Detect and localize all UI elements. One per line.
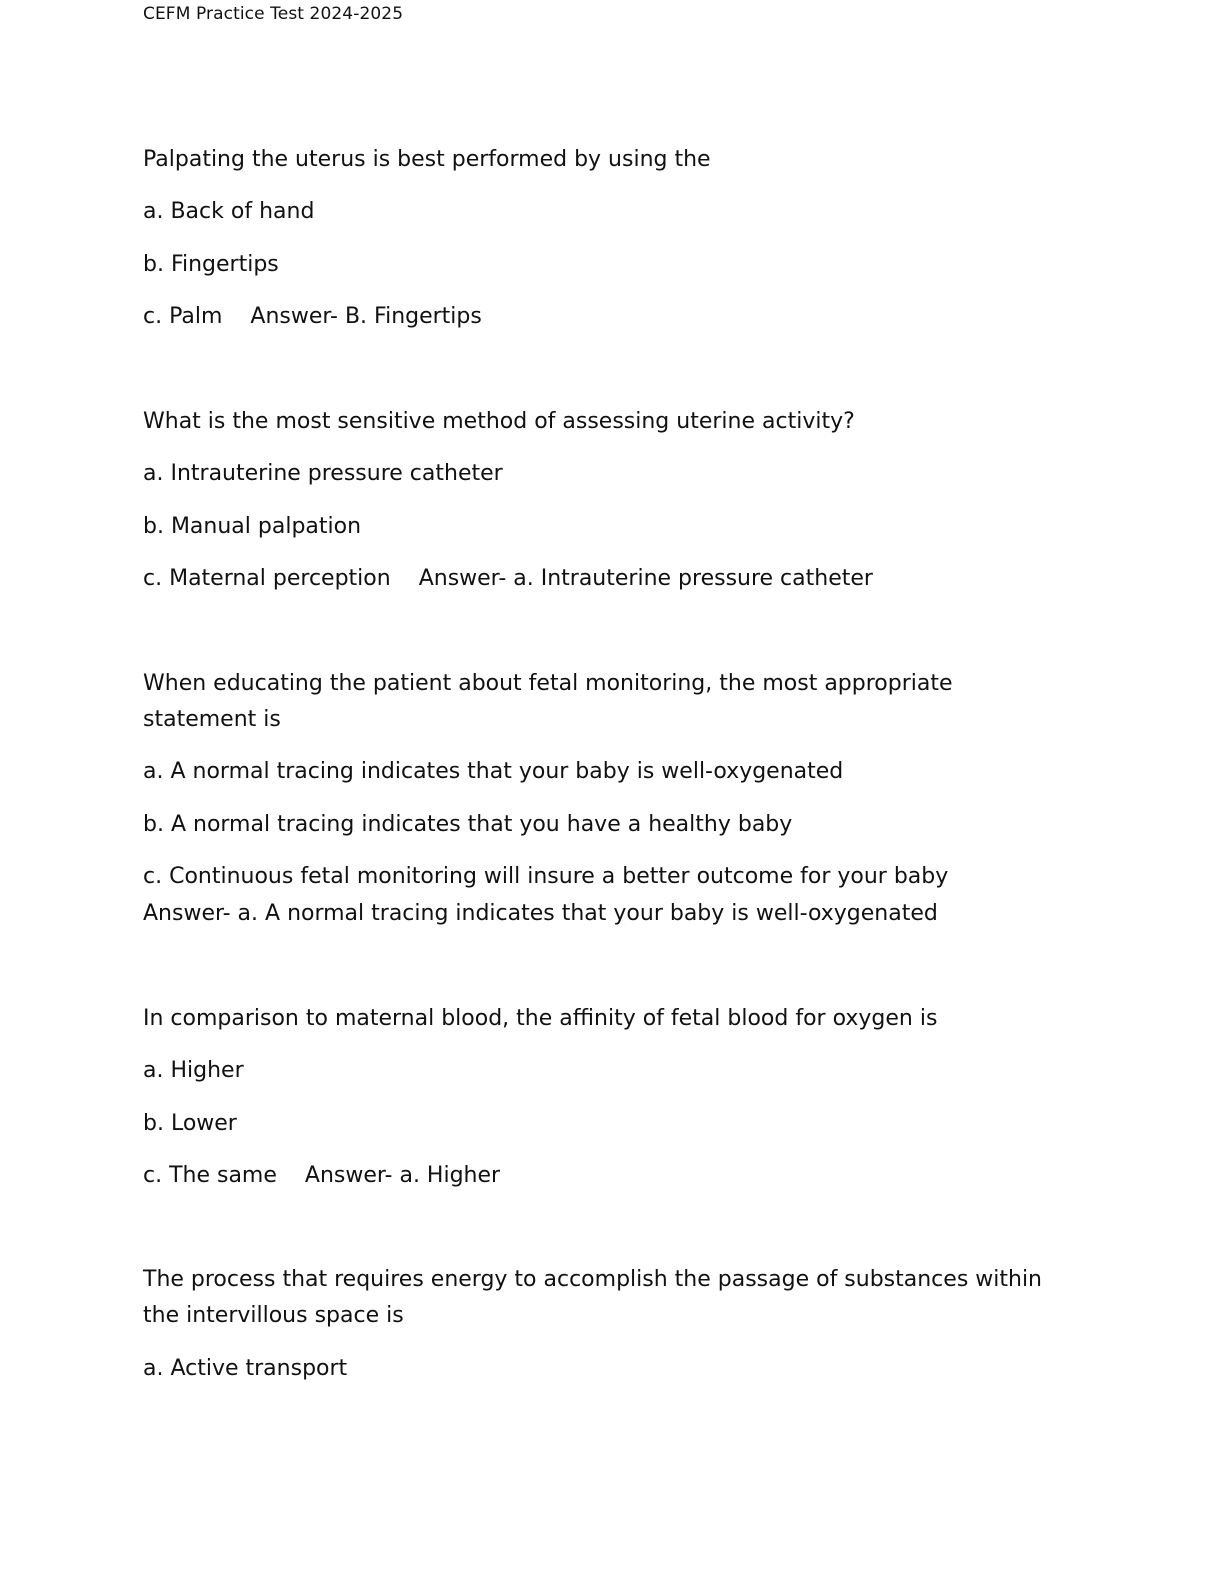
question-3-option-a: a. A normal tracing indicates that your baby is well-oxygenated: [143, 759, 844, 784]
question-2-answer: Answer- a. Intrauterine pressure catheter: [418, 566, 873, 591]
question-1-stem: Palpating the uterus is best performed by using the: [143, 147, 711, 172]
question-2-option-c: c. Maternal perception: [143, 566, 391, 591]
question-3-answer: Answer- a. A normal tracing indicates that your baby is well-oxygenated: [143, 901, 938, 926]
question-4-option-c: c. The same: [143, 1163, 277, 1188]
question-5-stem: The process that requires energy to accomplish the passage of substances within the intervillous space is: [143, 1267, 1043, 1328]
question-4-option-c-row: [143, 1158, 500, 1194]
question-1-answer: Answer- B. Fingertips: [250, 304, 482, 329]
question-2-option-a: a. Intrauterine pressure catheter: [143, 461, 503, 486]
question-5-option-a: a. Active transport: [143, 1356, 348, 1381]
question-1-option-b: b. Fingertips: [143, 252, 279, 277]
page-header: CEFM Practice Test 2024-2025: [143, 4, 404, 24]
question-2-option-c-row: [143, 561, 873, 597]
question-4-stem: In comparison to maternal blood, the affinity of fetal blood for oxygen is: [143, 1006, 938, 1031]
question-4-answer: Answer- a. Higher: [304, 1163, 501, 1188]
question-3-stem: When educating the patient about fetal monitoring, the most appropriate statement is: [143, 671, 953, 732]
question-1-option-c-row: [143, 299, 482, 335]
question-3-option-b: b. A normal tracing indicates that you have a healthy baby: [143, 812, 793, 837]
question-4-option-a: a. Higher: [143, 1058, 244, 1083]
question-3-option-c: c. Continuous fetal monitoring will insure a better outcome for your baby: [143, 864, 949, 889]
question-2-option-b: b. Manual palpation: [143, 514, 362, 539]
question-1-option-a: a. Back of hand: [143, 199, 315, 224]
question-4-option-b: b. Lower: [143, 1111, 237, 1136]
question-2-stem: What is the most sensitive method of assessing uterine activity?: [143, 409, 855, 434]
question-1-option-c: c. Palm: [143, 304, 223, 329]
